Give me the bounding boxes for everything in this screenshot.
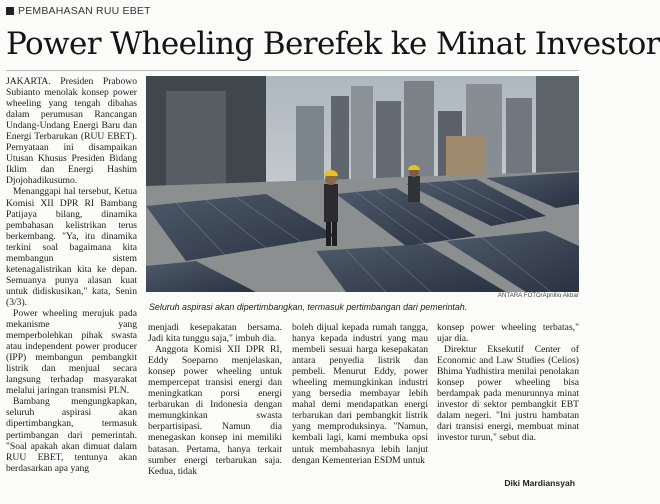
paragraph: Anggota Komisi XII DPR RI, Eddy Soeparno menjelaskan, konsep power wheeling untuk mempercepat transisi energi dan meningkatkan porsi energi terbarukan di Indonesia dengan memungkinkan swasta berpartisipasi. Namun dia menegaskan konsep ini memiliki batasan. Pertama, hanya terkait sumber energi terbarukan saja. Kedua, tidak <box>148 344 282 477</box>
paragraph: JAKARTA. Presiden Prabowo Subianto menolak konsep power wheeling yang tengah dibahas dalam perumusan Rancangan Undang-Undang Energi Baru dan Energi Terbarukan (RUU EBET). Pernyataan ini disampaikan Utusan Khusus Presiden Bidang Iklim dan Energi Hashim Djojohadikusumo. <box>6 76 137 187</box>
paragraph: konsep power wheeling terbatas," ujar dia. <box>437 322 579 345</box>
headline-divider <box>6 70 579 71</box>
rubric-label: PEMBAHASAN RUU EBET <box>18 5 151 17</box>
paragraph: Power wheeling merujuk pada mekanisme yang memperbolehkan pihak swasta atau independent power producer (IPP) membangun pembangkit listrik dan menjual secara langsung terhadap masyarakat melalui jaringan transmisi PLN. <box>6 307 137 397</box>
news-photo <box>146 76 579 292</box>
paragraph: Bambang mengungkapkan, seluruh aspirasi akan dipertimbangkan, termasuk pertimbangan dari pemerintah. "Soal apakah akan dimuat dalam RUU EBET, tentunya akan berdasarkan apa yang <box>6 396 137 474</box>
article-column-1 <box>6 76 137 496</box>
article-column-3 <box>292 322 428 478</box>
rubric-square-icon <box>6 7 14 15</box>
paragraph: boleh dijual kepada rumah tangga, hanya kepada industri yang mau membeli sesuai harga kesepakatan antara penyedia listrik dan pembeli. Menurut Eddy, power wheeling memungkinkan industri yang bersedia membayar lebih mahal demi mendapatkan energi terbarukan dari pembangkit listrik yang memproduksinya. "Namun, kembali lagi, kami membuka opsi untuk membahasnya lebih lanjut dengan Kementerian ESDM untuk <box>292 322 428 466</box>
photo-caption: Seluruh aspirasi akan dipertimbangkan, termasuk pertimbangan dari pemerintah. <box>149 302 468 312</box>
solar-rooftop-photo <box>146 76 579 292</box>
paragraph: menjadi kesepakatan bersama. Jadi kita tunggu saja," imbuh dia. <box>148 322 282 345</box>
rubric <box>6 4 151 18</box>
article-column-2 <box>148 322 282 478</box>
worker-figure-1 <box>324 170 338 246</box>
article-column-4 <box>437 322 579 462</box>
paragraph: Direktur Eksekutif Center of Economic and Law Studies (Celios) Bhima Yudhistira menilai penolakan konsep power wheeling bisa berdampak pada menurunnya minat investor di sektor pembangkit EBT dalam negeri. "Ini justru hambatan dari transisi energi, membuat minat investor turun," sebut dia. <box>437 344 579 444</box>
author-byline: Diki Mardiansyah <box>504 478 575 488</box>
paragraph: Menanggapi hal tersebut, Ketua Komisi XII DPR RI Bambang Patijaya bilang, dinamika pembahasan kelistrikan terus berkembang. "Ya, itu dinamika terkini soal bagaimana kita membangun sistem ketenagalistrikan kita ke depan. Semuanya punya alasan kuat untuk didiskusikan," kata, Senin (3/3). <box>6 186 137 308</box>
worker-figure-2 <box>408 165 420 202</box>
photo-credit: ANTARA FOTO/Aprillio Akbar <box>497 293 579 299</box>
headline: Power Wheeling Berefek ke Minat Investor <box>6 26 660 62</box>
